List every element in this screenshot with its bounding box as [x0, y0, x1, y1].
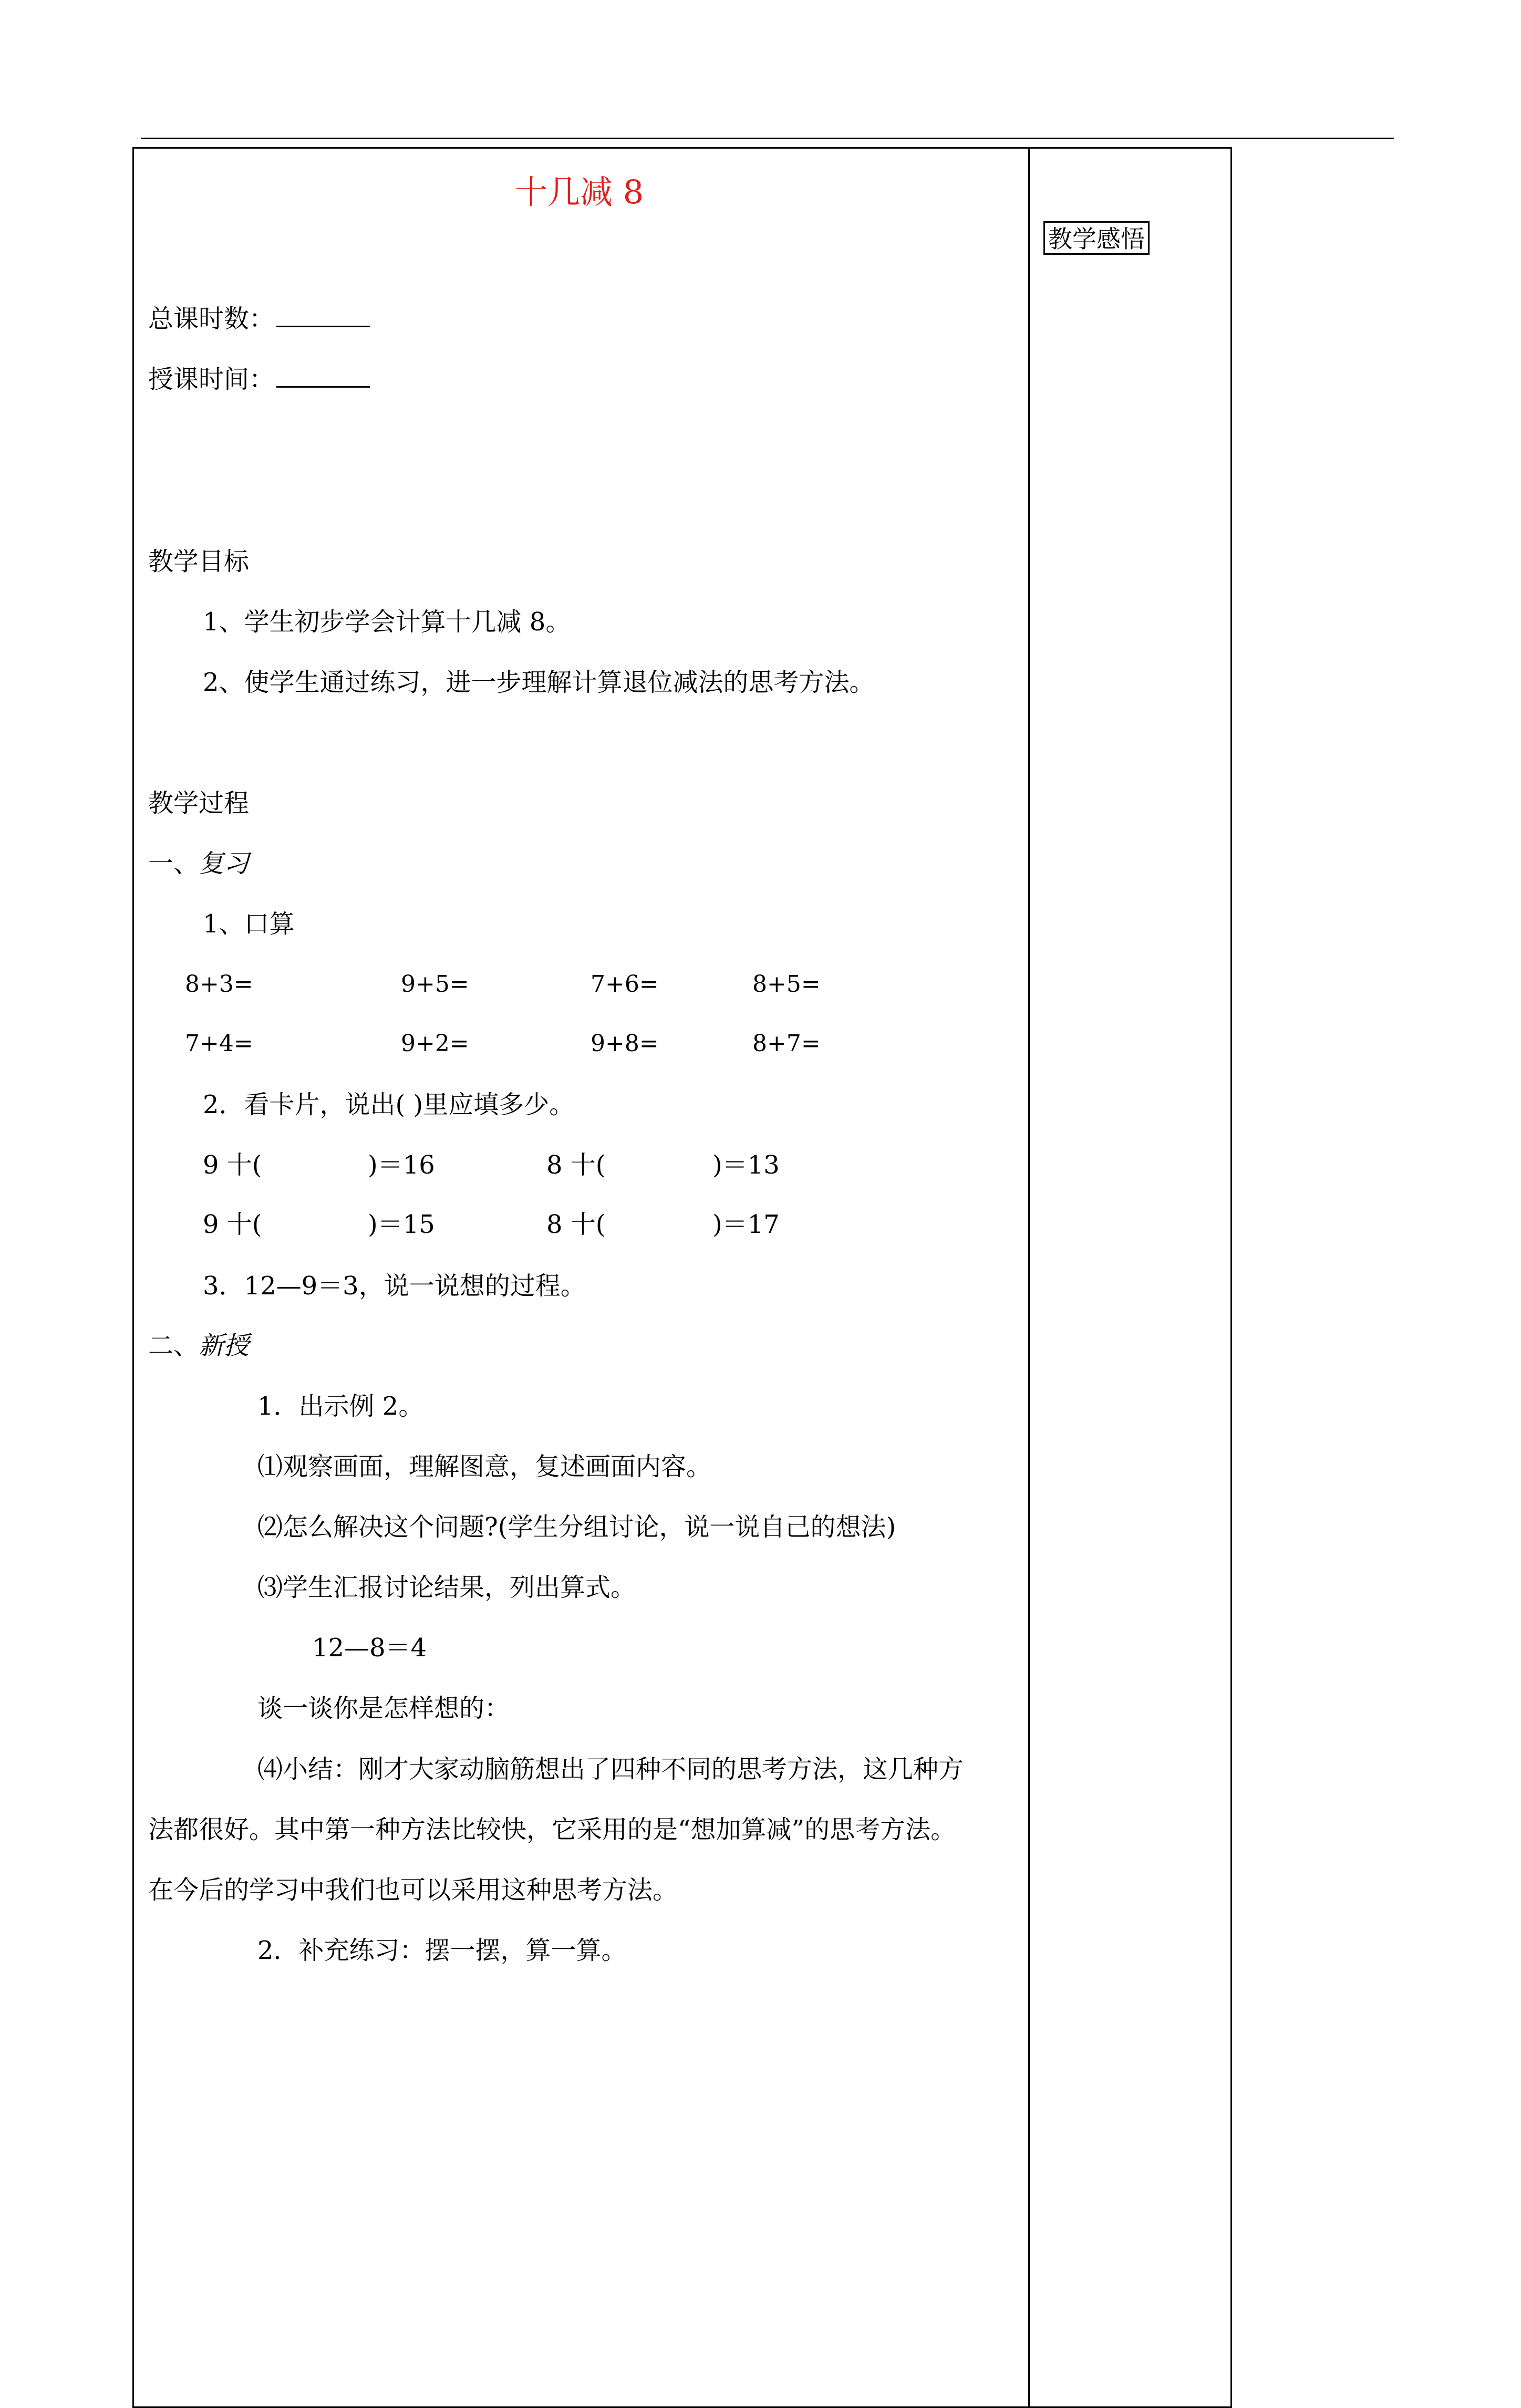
review-item-3: 3．12—9＝3，说一说想的过程。	[203, 1271, 586, 1301]
total-hours-label: 总课时数：	[148, 304, 275, 334]
new-item-practice: 2．补充练习：摆一摆，算一算。	[257, 1936, 627, 1965]
total-hours-field	[148, 302, 370, 336]
oral-2-1: 7+4=	[185, 1030, 253, 1057]
page-title: 十几减 8	[515, 173, 644, 211]
card-1-2b: )＝13	[712, 1150, 780, 1180]
column-divider	[1028, 147, 1030, 2408]
teach-time-blank[interactable]	[276, 363, 370, 388]
card-2-2a: 8 十(	[546, 1210, 606, 1239]
new-item-discuss: 谈一谈你是怎样想的：	[257, 1694, 510, 1723]
card-1-2a: 8 十(	[546, 1150, 606, 1180]
oral-2-4: 8+7=	[752, 1030, 821, 1057]
goal-item-2: 2、使学生通过练习，进一步理解计算退位减法的思考方法。	[203, 668, 875, 697]
summary-line-1: ⑷小结：刚才大家动脑筋想出了四种不同的思考方法，这几种方	[257, 1755, 964, 1784]
top-rule	[141, 138, 1394, 139]
new-item-3: ⑵怎么解决这个问题?(学生分组讨论，说一说自己的想法)	[257, 1512, 896, 1542]
goal-item-1: 1、学生初步学会计算十几减 8。	[203, 607, 571, 637]
process-heading: 教学过程	[148, 788, 250, 818]
card-2-1a: 9 十(	[203, 1210, 262, 1239]
new-item-1: 1．出示例 2。	[257, 1392, 424, 1421]
card-2-2b: )＝17	[712, 1210, 780, 1239]
oral-1-3: 7+6=	[591, 971, 659, 998]
summary-line-3: 在今后的学习中我们也可以采用这种思考方法。	[148, 1875, 678, 1905]
oral-1-1: 8+3=	[185, 971, 253, 998]
teach-time-field	[148, 362, 370, 396]
review-heading	[148, 847, 249, 880]
reflection-label: 教学感悟	[1043, 221, 1150, 255]
oral-2-2: 9+2=	[401, 1030, 469, 1057]
new-item-4: ⑶学生汇报讨论结果，列出算式。	[257, 1573, 636, 1602]
card-1-1b: )＝16	[368, 1150, 435, 1180]
goals-heading: 教学目标	[148, 547, 250, 576]
oral-2-3: 9+8=	[591, 1030, 659, 1057]
new-item-2: ⑴观察画面，理解图意，复述画面内容。	[257, 1452, 712, 1481]
oral-1-4: 8+5=	[752, 971, 821, 998]
teach-time-label: 授课时间：	[148, 365, 275, 394]
card-1-1a: 9 十(	[203, 1150, 262, 1180]
total-hours-blank[interactable]	[276, 303, 370, 327]
card-2-1b: )＝15	[368, 1210, 435, 1239]
new-title: 新授	[199, 1331, 250, 1361]
review-prefix: 一、	[148, 849, 199, 878]
summary-line-2: 法都很好。其中第一种方法比较快，它采用的是“想加算减”的思考方法。	[148, 1815, 956, 1844]
oral-1-2: 9+5=	[401, 971, 469, 998]
oral-label: 1、口算	[203, 909, 295, 939]
review-title: 复习	[199, 849, 250, 878]
cards-label: 2．看卡片，说出( )里应填多少。	[203, 1090, 575, 1119]
new-item-equation: 12—8＝4	[312, 1633, 427, 1663]
new-prefix: 二、	[148, 1331, 199, 1361]
new-heading	[148, 1329, 249, 1363]
